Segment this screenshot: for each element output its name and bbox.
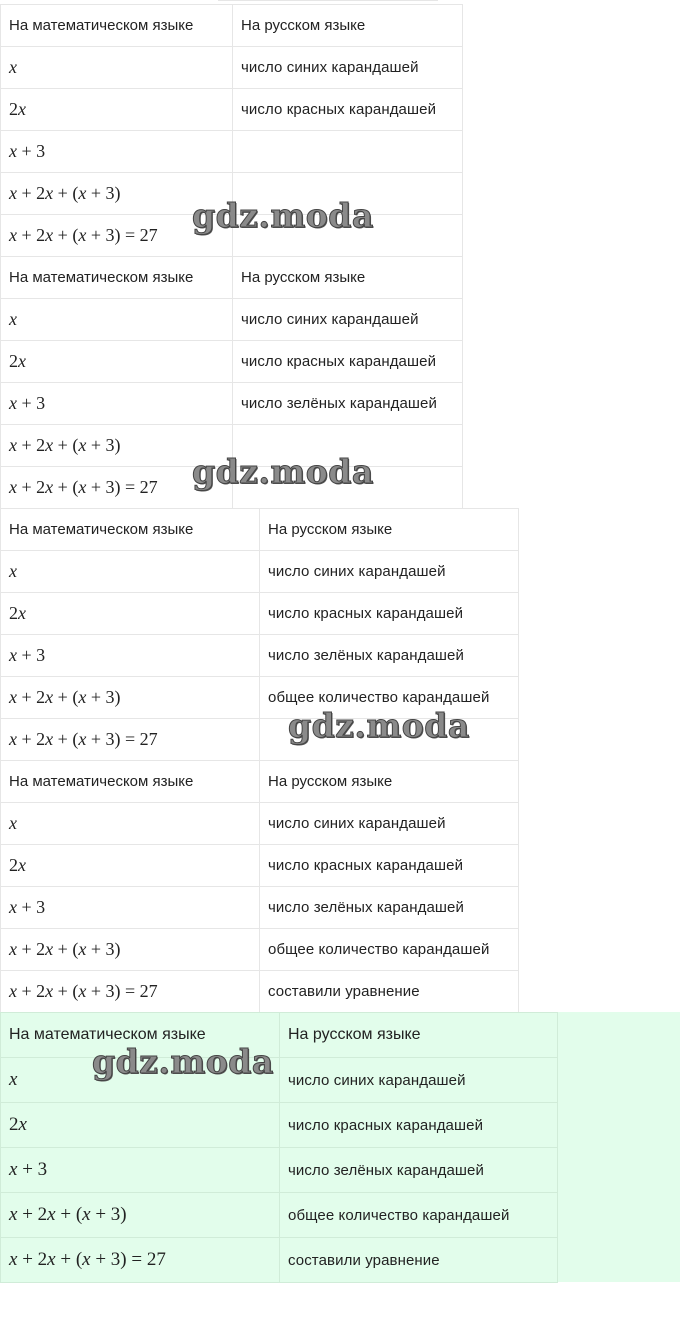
table-row bbox=[1, 677, 519, 719]
math-cell: x bbox=[1, 1058, 280, 1103]
table-row bbox=[1, 971, 519, 1013]
math-cell: x + 2x + (x + 3) = 27 bbox=[1, 467, 233, 509]
watermark-logo: gdz.moda bbox=[92, 1042, 274, 1081]
desc-cell: число зелёных карандашей bbox=[260, 635, 519, 677]
math-cell: x + 3 bbox=[1, 383, 233, 425]
table-header-row bbox=[1, 509, 519, 551]
table-row bbox=[1, 929, 519, 971]
math-cell: x + 2x + (x + 3) bbox=[1, 677, 260, 719]
table-step-2 bbox=[0, 256, 463, 509]
table-step-4 bbox=[0, 760, 519, 1013]
table-step-3 bbox=[0, 508, 519, 761]
desc-cell: число синих карандашей bbox=[233, 47, 463, 89]
table-row bbox=[1, 1103, 558, 1148]
table-row bbox=[1, 1058, 558, 1103]
math-cell: x + 3 bbox=[1, 1148, 280, 1193]
table-row bbox=[1, 1148, 558, 1193]
desc-cell: число красных карандашей bbox=[260, 845, 519, 887]
table-row bbox=[1, 215, 463, 257]
desc-cell bbox=[233, 131, 463, 173]
desc-cell bbox=[233, 425, 463, 467]
math-cell: 2x bbox=[1, 341, 233, 383]
header-russian: На русском языке bbox=[233, 5, 463, 47]
table-header-row bbox=[1, 5, 463, 47]
highlight-background bbox=[558, 1012, 680, 1282]
header-russian: На русском языке bbox=[233, 257, 463, 299]
desc-cell bbox=[233, 215, 463, 257]
desc-cell bbox=[233, 173, 463, 215]
desc-cell: число синих карандашей bbox=[280, 1058, 558, 1103]
math-cell: 2x bbox=[1, 1103, 280, 1148]
table-row bbox=[1, 593, 519, 635]
math-cell: 2x bbox=[1, 593, 260, 635]
table-row bbox=[1, 425, 463, 467]
table-step-5-final bbox=[0, 1012, 558, 1283]
table-row bbox=[1, 341, 463, 383]
table-row bbox=[1, 1193, 558, 1238]
desc-cell: число красных карандашей bbox=[233, 89, 463, 131]
header-russian: На русском языке bbox=[260, 761, 519, 803]
table-header-row bbox=[1, 1013, 558, 1058]
desc-cell: число красных карандашей bbox=[233, 341, 463, 383]
table-header-row bbox=[1, 257, 463, 299]
table-row bbox=[1, 887, 519, 929]
table-step-1 bbox=[0, 4, 463, 257]
header-math: На математическом языке bbox=[1, 1013, 280, 1058]
math-cell: 2x bbox=[1, 89, 233, 131]
math-cell: x + 2x + (x + 3) bbox=[1, 1193, 280, 1238]
desc-cell: общее количество карандашей bbox=[260, 677, 519, 719]
math-cell: x + 2x + (x + 3) bbox=[1, 173, 233, 215]
watermark-logo: gdz.moda bbox=[192, 452, 374, 491]
table-row bbox=[1, 467, 463, 509]
math-cell: x bbox=[1, 803, 260, 845]
math-cell: x + 3 bbox=[1, 635, 260, 677]
header-math: На математическом языке bbox=[1, 761, 260, 803]
desc-cell: число красных карандашей bbox=[280, 1103, 558, 1148]
desc-cell: число зелёных карандашей bbox=[280, 1148, 558, 1193]
header-russian: На русском языке bbox=[260, 509, 519, 551]
desc-cell: число синих карандашей bbox=[260, 551, 519, 593]
table-row bbox=[1, 173, 463, 215]
table-row bbox=[1, 299, 463, 341]
math-cell: x + 2x + (x + 3) bbox=[1, 425, 233, 467]
desc-cell: составили уравнение bbox=[280, 1238, 558, 1283]
math-cell: x + 3 bbox=[1, 131, 233, 173]
desc-cell: число синих карандашей bbox=[260, 803, 519, 845]
table-row bbox=[1, 803, 519, 845]
watermark-logo: gdz.moda bbox=[288, 706, 470, 745]
table-row bbox=[1, 47, 463, 89]
math-cell: x + 2x + (x + 3) bbox=[1, 929, 260, 971]
table-row bbox=[1, 89, 463, 131]
watermark-logo: gdz.moda bbox=[192, 196, 374, 235]
math-cell: x bbox=[1, 299, 233, 341]
desc-cell: число зелёных карандашей bbox=[233, 383, 463, 425]
header-math: На математическом языке bbox=[1, 257, 233, 299]
table-row bbox=[1, 635, 519, 677]
math-cell: 2x bbox=[1, 845, 260, 887]
desc-cell: общее количество карандашей bbox=[260, 929, 519, 971]
header-math: На математическом языке bbox=[1, 5, 233, 47]
math-cell: x + 2x + (x + 3) = 27 bbox=[1, 971, 260, 1013]
table-row bbox=[1, 1238, 558, 1283]
header-russian: На русском языке bbox=[280, 1013, 558, 1058]
desc-cell: число синих карандашей bbox=[233, 299, 463, 341]
desc-cell: число красных карандашей bbox=[260, 593, 519, 635]
math-cell: x + 3 bbox=[1, 887, 260, 929]
header-math: На математическом языке bbox=[1, 509, 260, 551]
desc-cell: общее количество карандашей bbox=[280, 1193, 558, 1238]
desc-cell: составили уравнение bbox=[260, 971, 519, 1013]
table-row bbox=[1, 383, 463, 425]
math-cell: x + 2x + (x + 3) = 27 bbox=[1, 215, 233, 257]
table-header-row bbox=[1, 761, 519, 803]
math-cell: x + 2x + (x + 3) = 27 bbox=[1, 1238, 280, 1283]
math-cell: x bbox=[1, 551, 260, 593]
math-cell: x + 2x + (x + 3) = 27 bbox=[1, 719, 260, 761]
table-row bbox=[1, 131, 463, 173]
table-row bbox=[1, 551, 519, 593]
desc-cell bbox=[233, 467, 463, 509]
table-row bbox=[1, 719, 519, 761]
desc-cell: число зелёных карандашей bbox=[260, 887, 519, 929]
table-row bbox=[1, 845, 519, 887]
math-cell: x bbox=[1, 47, 233, 89]
desc-cell bbox=[260, 719, 519, 761]
